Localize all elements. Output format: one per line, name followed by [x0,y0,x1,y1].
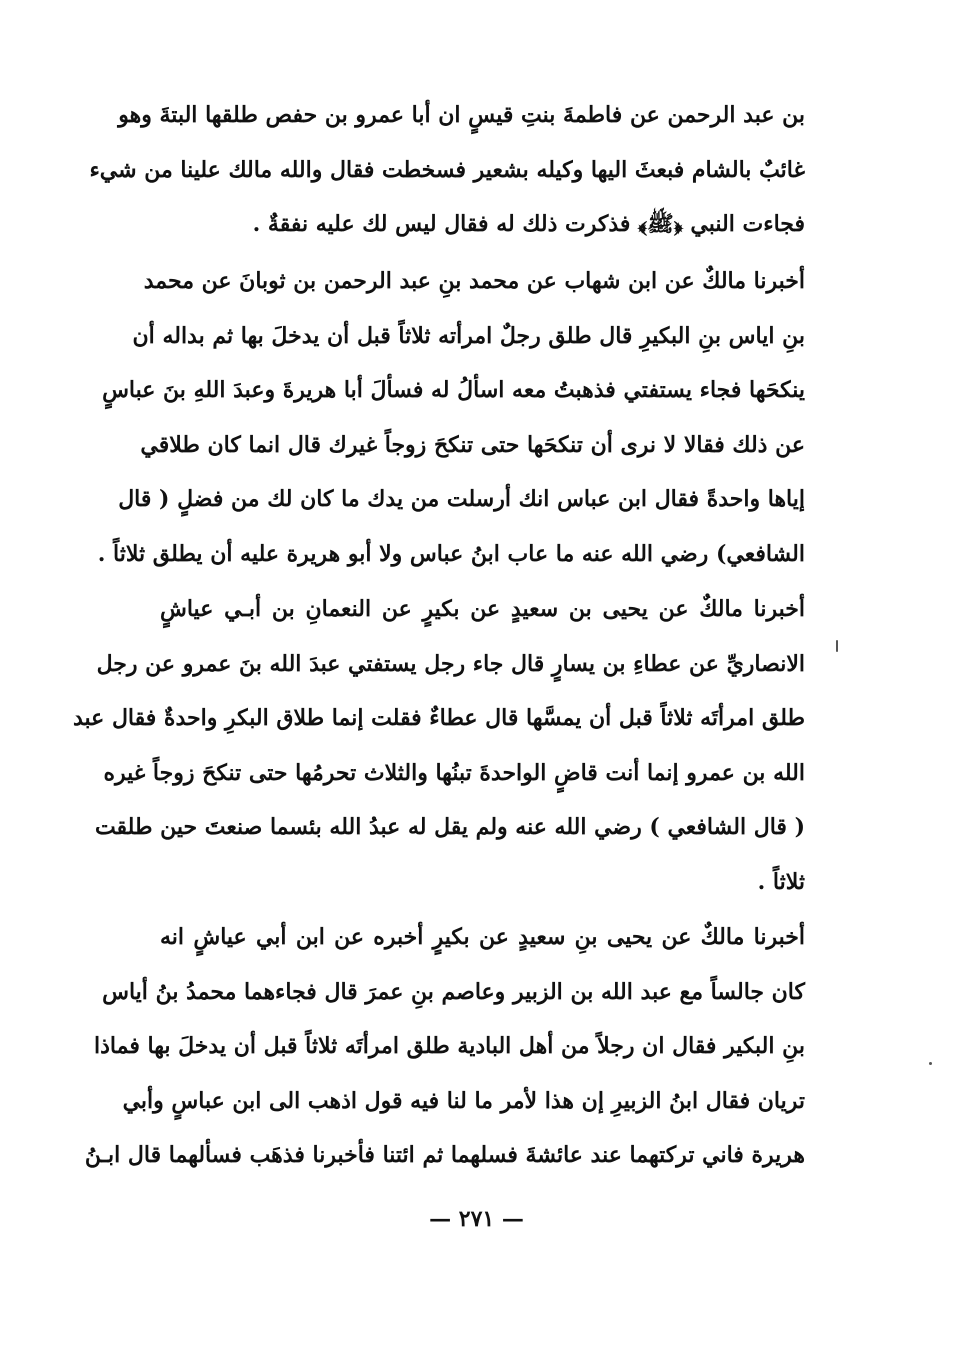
paragraph-4 [84,910,805,1183]
text-line: ثلاثاً . [757,868,805,895]
text-line: الانصاريِّ عن عطاءِ بن يسارٍ قال جاء رجل يستفتي عبدَ الله بنَ عمرو عن رجل [96,650,805,677]
text-line: الله بن عمرو إنما أنت قاضٍ الواحدةَ تبنُها والثلاث تحرمُها حتى تنكحَ زوجاً غيره [103,759,805,786]
text-line: إياها واحدةً فقال ابن عباس انك أرسلت من يدك ما كان لك من فضلٍ ( قال [118,486,805,512]
text-line: فجاءت النبي ﴿ﷺ﴾ فذكرت ذلك له فقال ليس لك عليه نفقةٌ . [252,211,805,237]
text-line: أخبرنا مالكٌ عن يحيى بن سعيدٍ عن بكيرٍ عن النعمانِ بن أبـي عياشٍ [160,596,805,622]
text-line: بنِ اياس بنِ البكيرِ قال طلق رجلٌ امرأته ثلاثاً قبل أن يدخلَ بها ثم بداله أن [132,322,805,349]
paragraph-3 [72,582,805,909]
text-line: الشافعي) رضي الله عنه ما عاب ابنُ عباس ولا أبو هريرة عليه أن يطلق ثلاثاً . [97,540,805,567]
text-line: أخبرنا مالكٌ عن ابن شهاب عن محمد بنِ عبد الرحمن بن ثوبانَ عن محمد [143,268,805,294]
text-line: بن عبد الرحمن عن فاطمةَ بنتِ قيسٍ ان أبا عمرو بن حفص طلقها البتةَ وهو [118,102,805,128]
text-line: غائبٌ بالشام فبعثَ اليها وكيله بشعير فسخطت فقال والله مالك علينا من شيء [89,156,805,183]
scan-speck [929,1062,932,1065]
text-line: ( قال الشافعي ) رضي الله عنه ولم يقل له عبدُ الله بئسما صنعتَ حين طلقت [94,814,805,840]
scan-speck [836,640,838,652]
text-line: بنِ البكير فقال ان رجلاً من أهل البادية طلق امرأتَه ثلاثاً قبل أن يدخلَ بها فماذا [94,1033,805,1059]
text-line: ينكحَها فجاء يستفتي فذهبتُ معه اسألُ له فسألَ أبا هريرةَ وعبدَ اللهِ بنَ عباسٍ [102,377,805,403]
text-line: أخبرنا مالكٌ عن يحيى بنِ سعيدٍ عن بكيرٍ أخبره عن ابن أبي عياشٍ انه [160,924,805,950]
text-line: تريان فقال ابنُ الزبيرِ إن هذا لأمر ما لنا فيه قول اذهب الى ابن عباسٍ وأبي [122,1087,805,1114]
text-line: كان جالساً مع عبد الله بن الزبير وعاصم بنِ عمرَ قال فجاءهما محمدُ بنُ أياس [102,978,805,1005]
page-number: — ٢٧١ — [429,1206,524,1232]
text-line: عن ذلك فقالا لا نرى أن تنكحَها حتى تنكحَ زوجاً غيرك قال انما كان طلاقي [140,431,805,458]
text-line: طلق امرأتَه ثلاثاً قبل أن يمسَّها قال عطاءٌ فقلت إنما طلاق البكرِ واحدةٌ فقال عبد [72,705,805,731]
text-line: هريرة فاني تركتهما عند عائشةَ فسلهما ثم ائتنا فأخبرنا فذهَب فسألهما قال ابـنُ [84,1142,805,1168]
paragraph-1 [89,88,805,252]
paragraph-2 [97,254,805,581]
